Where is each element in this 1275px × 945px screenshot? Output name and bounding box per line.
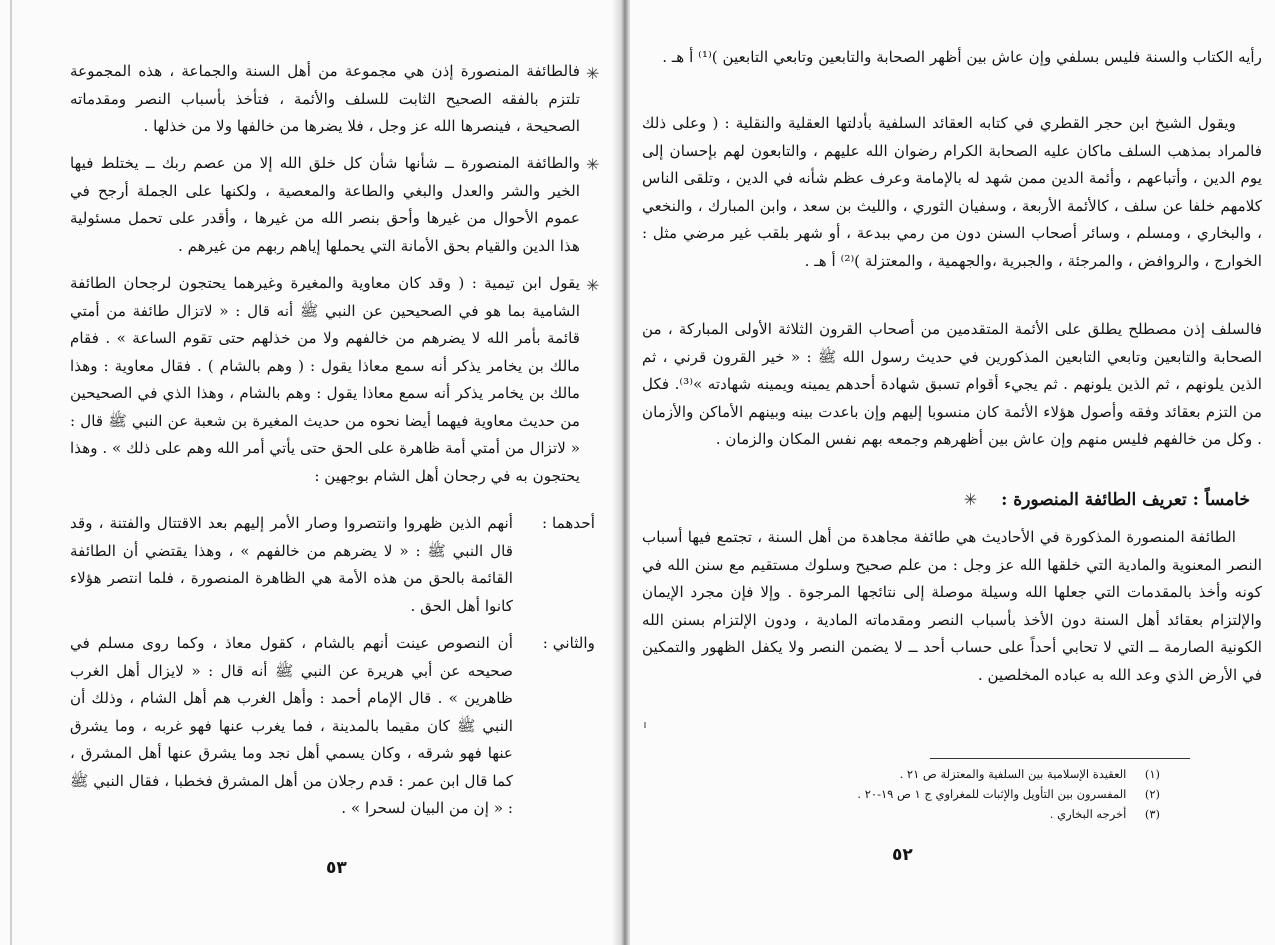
asterisk-icon: ✳ (963, 490, 978, 509)
argument-text: أنهم الذين ظهروا وانتصروا وصار الأمر إليهم بعد الاقتتال والفتنة ، وقد قال النبي ﷺ : « لا يضرهم من خالفهم » ، وهذا يقتضي أن الطائفة القائمة بالحق من هذه الأمة هي الظاهرة المنصورة ، فلما انتصر هؤلاء كانوا أهل الحق . (70, 514, 513, 615)
page-edge (10, 0, 12, 945)
argument-label: والثاني : (542, 634, 595, 652)
footnote (760, 764, 1160, 784)
page-number: ٥٢ (892, 845, 913, 865)
asterisk-icon: ✳ (586, 64, 600, 83)
paragraph: الطائفة المنصورة المذكورة في الأحاديث هي طائفة مجاهدة من أهل السنة ، تجتمع فيها أسباب النصر المعنوية والمادية التي خلقها الله عز وجل : من علم صحيح وسلوك مستقيم مع سنن الله في كونه وأخذ بالمقدمات التي جعلها الله وسيلة موصلة إلى نتائجها المرجوة . وإلا فإن مجرد الإيمان والإلتزام بعقائد أهل السنة دون الأخذ بأسباب النصر ومقدماته المادية ، ودون الإلتزام بسنن الله الكونية الصارمة ــ التي لا تحابي أحداً على حساب أحد ــ لا يضمن النصر ولا يكفل الظهور والتمكين في الأرض الذي وعد الله به عباده المخلصين . (642, 528, 1262, 684)
paragraph: فالطائفة المنصورة إذن هي مجموعة من أهل السنة والجماعة ، هذه المجموعة تلتزم بالفقه الصحيح الثابت للسلف والأئمة ، فتأخذ بأسباب النصر ومقدماته الصحيحة ، فينصرها الله عز وجل ، فلا يضرها من خالفها ولا من خذلها . (70, 62, 580, 135)
footnote (760, 804, 1160, 824)
argument-label: أحدهما : (542, 514, 595, 532)
left-page (0, 0, 620, 945)
section-heading-text: خامساً : تعريف الطائفة المنصورة : (1001, 490, 1250, 510)
scan-speck (644, 722, 646, 728)
paragraph: ويقول الشيخ ابن حجر القطري في كتابه العقائد السلفية بأدلتها العقلية والنقلية : ( وعلى ذلك فالمراد بمذهب السلف ماكان عليه الصحابة الكرام رضوان الله عليهم ، والتابعون لهم بإحسان إلى يوم الدين ، وأتباعهم ، وأئمة الدين ممن شهد له بالإمامة وعرف عظم شأنه في الدين ، وتلقى الناس كلامهم خلفا عن سلف ، كالأئمة الأربعة ، وسفيان الثوري ، والليث بن سعد ، وابن المبارك ، والنخعي ، والبخاري ، ومسلم ، وسائر أصحاب السنن دون من رمي ببدعة ، أو شهر بلقب غير مرضي مثل : الخوارج ، والروافض ، والمرجئة ، والجبرية ،والجهمية ، والمعتزلة )⁽²⁾ أ هـ . (642, 114, 1262, 270)
footnote-text: المفسرون بين التأويل والإثبات للمغراوي ج ١ ص ١٩-٢٠ . (857, 787, 1127, 801)
paragraph: يقول ابن تيمية : ( وقد كان معاوية والمغيرة وغيرهما يحتجون لرجحان الطائفة الشامية بما هو في الصحيحين عن النبي ﷺ أنه قال : « لاتزال طائفة من أمتي قائمة بأمر الله لا يضرهم من خالفهم ولا من خذلهم حتى تقوم الساعة » . فقام مالك بن يخامر يذكر أنه سمع معاذا يقول : ( وهم بالشام ) . فقال معاوية : وهذا مالك بن يخامر يذكر أنه سمع معاذا يقول : وهم بالشام ، وهذا الذي في الصحيحين من حديث معاوية فيهما أيضا نحوه من حديث المغيرة بن شعبة عن النبي ﷺ قال : « لاتزال من أمتي أمة ظاهرة على الحق حتى يأتي أمر الله وهم على ذلك » . وهذا يحتجون به في رجحان أهل الشام بوجهين : (70, 274, 580, 485)
page-number: ٥٣ (326, 858, 347, 878)
footnote-separator (930, 758, 1190, 759)
asterisk-icon: ✳ (586, 276, 600, 295)
paragraph: فالسلف إذن مصطلح يطلق على الأئمة المتقدمين من أصحاب القرون الثلاثة الأولى المباركة ، من الصحابة والتابعين وتابعي التابعين المذكورين في حديث رسول الله ﷺ : « خير القرون قرني ، ثم الذين يلونهم ، ثم الذين يلونهم . ثم يجيء أقوام تسبق شهادة أحدهم يمينه ويمينه شهادته »⁽³⁾. فكل من التزم بعقائد وفقه وأصول هؤلاء الأئمة كان منسوبا إليهم وإن باعدت بينه وبينهم الأماكن والأزمان . وكل من خالفهم فليس منهم وإن عاش بين أظهرهم وجمعه بهم نفس المكان والزمان . (642, 320, 1262, 448)
footnote-number: (١) (1144, 767, 1160, 781)
paragraph: رأيه الكتاب والسنة فليس بسلفي وإن عاش بين أظهر الصحابة والتابعين وتابعي التابعين )⁽¹⁾ أ هـ . (662, 48, 1262, 66)
footnote-text: العقيدة الإسلامية بين السلفية والمعتزلة ص ٢١ . (899, 767, 1127, 781)
section-heading (630, 490, 1250, 510)
argument-text: أن النصوص عينت أنهم بالشام ، كقول معاذ ، وكما روى مسلم في صحيحه عن أبي هريرة عن النبي ﷺ أنه قال : « لايزال أهل الغرب ظاهرين » . قال الإمام أحمد : وأهل الغرب هم أهل الشام ، وذلك أن النبي ﷺ كان مقيما بالمدينة ، فما يغرب عنها فهو غربه ، وما يشرق عنها فهو شرقه ، وكان يسمي أهل نجد وما يشرق عنها أهل المشرق ، كما قال ابن عمر : قدم رجلان من أهل المشرق فخطبا ، فقال النبي ﷺ : « إن من البيان لسحرا » . (70, 634, 513, 817)
footnote-text: أخرجه البخاري . (1049, 807, 1127, 821)
footnote-number: (٢) (1144, 787, 1160, 801)
footnote-number: (٣) (1144, 807, 1160, 821)
paragraph: والطائفة المنصورة ــ شأنها شأن كل خلق الله إلا من عصم ربك ــ يختلط فيها الخير والشر والعدل والبغي والطاعة والمعصية ، ولكنها على الجملة أرجح في عموم الأحوال من غيرها وأحق بنصر الله من غيرها ، وأقدر على تحمل مسئولية هذا الدين والقيام بحق الأمانة التي يحملها إياهم ربهم من غيرهم . (70, 154, 580, 255)
footnote (760, 784, 1160, 804)
right-page (630, 0, 1275, 945)
asterisk-icon: ✳ (586, 155, 600, 174)
